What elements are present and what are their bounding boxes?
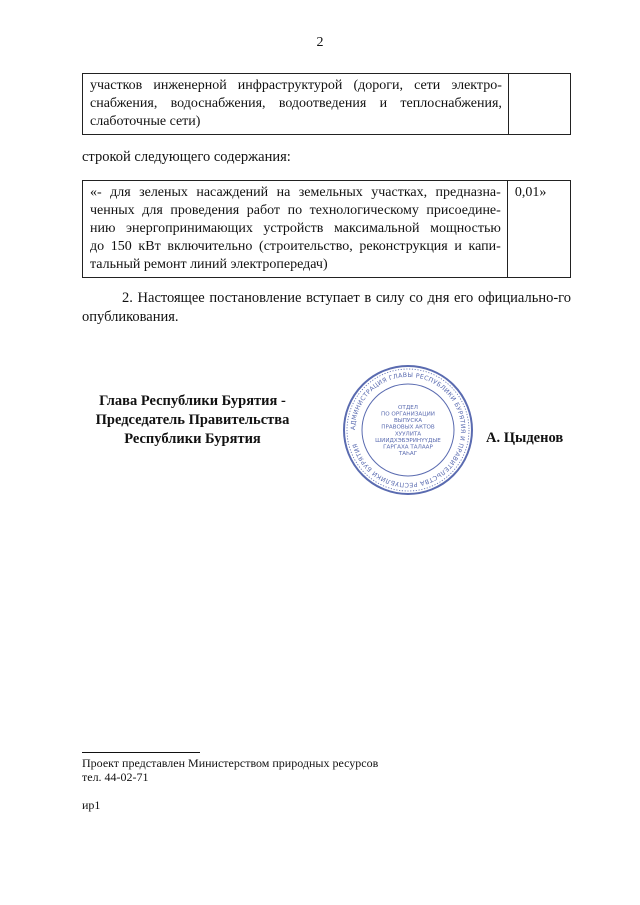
signer-name: А. Цыденов <box>486 430 564 446</box>
table-line: до 150 кВт включительно (строительство, реконструкция и капи- <box>90 239 501 254</box>
seal-center-line: ПО ОРГАНИЗАЦИИ <box>381 411 435 418</box>
seal-ink <box>344 366 472 494</box>
table-row <box>83 74 571 135</box>
footnote-line: Проект представлен Министерством природных ресурсов <box>82 756 379 770</box>
seal-center-line: ТАҺАГ <box>398 451 418 458</box>
table-value-cell: 0,01» <box>507 181 570 278</box>
table-value-cell <box>508 74 570 135</box>
table-line: нию энергопринимающих устройств максимальной мощностью <box>90 221 501 236</box>
table-line: снабжения, водоснабжения, водоотведения и теплоснабжения, <box>90 96 502 111</box>
seal-center-line: ШИИДХЭБЭРИНҮҮДЫЕ <box>375 437 441 444</box>
amendment-table-existing-row <box>82 73 571 135</box>
clause-2-paragraph: 2. Настоящее постановление вступает в силу со дня его официально-го опубликования. <box>82 290 571 325</box>
footnote-phone: тел. 44-02-71 <box>82 770 149 784</box>
table-line: ченных для проведения работ по технологическому присоедине- <box>90 203 501 218</box>
seal-center-line: ОТДЕЛ <box>398 404 418 411</box>
table-line: участков инженерной инфраструктурой (дороги, сети электро- <box>90 78 502 93</box>
signer-title <box>70 392 315 449</box>
seal-center-line: ВЫПУСКА <box>393 418 423 425</box>
table-text-cell <box>83 181 508 278</box>
seal-center-text <box>375 405 441 457</box>
signer-title-line: Республики Бурятия <box>124 431 261 447</box>
amendment-table-new-row <box>82 180 571 278</box>
table-line: слаботочные сети) <box>90 114 201 129</box>
seal-ring-text: АДМИНИСТРАЦИЯ ГЛАВЫ РЕСПУБЛИКИ БУРЯТИЯ И ПРАВИТЕЛЬСТВА РЕСПУБЛИКИ БУРЯТИЯ <box>349 371 467 489</box>
seal-center-line: ХУУЛИТА <box>394 431 422 438</box>
official-seal <box>341 363 475 497</box>
signer-title-line: Глава Республики Бурятия - <box>99 393 286 409</box>
table-text-cell <box>83 74 509 135</box>
footnote-divider <box>82 752 200 753</box>
footnote-code: ир1 <box>82 798 101 812</box>
signer-title-line: Председатель Правительства <box>95 412 290 428</box>
seal-center-line: ГАРГАХА ТАЛААР <box>383 444 433 451</box>
table-line: «- для зеленых насаждений на земельных участках, предназна- <box>90 185 501 200</box>
intro-line: строкой следующего содержания: <box>82 149 291 165</box>
seal-center-line: ПРАВОВЫХ АКТОВ <box>381 424 435 431</box>
table-line: тальный ремонт линий электропередач) <box>90 257 328 272</box>
table-row <box>83 181 571 278</box>
page-number: 2 <box>316 35 324 50</box>
